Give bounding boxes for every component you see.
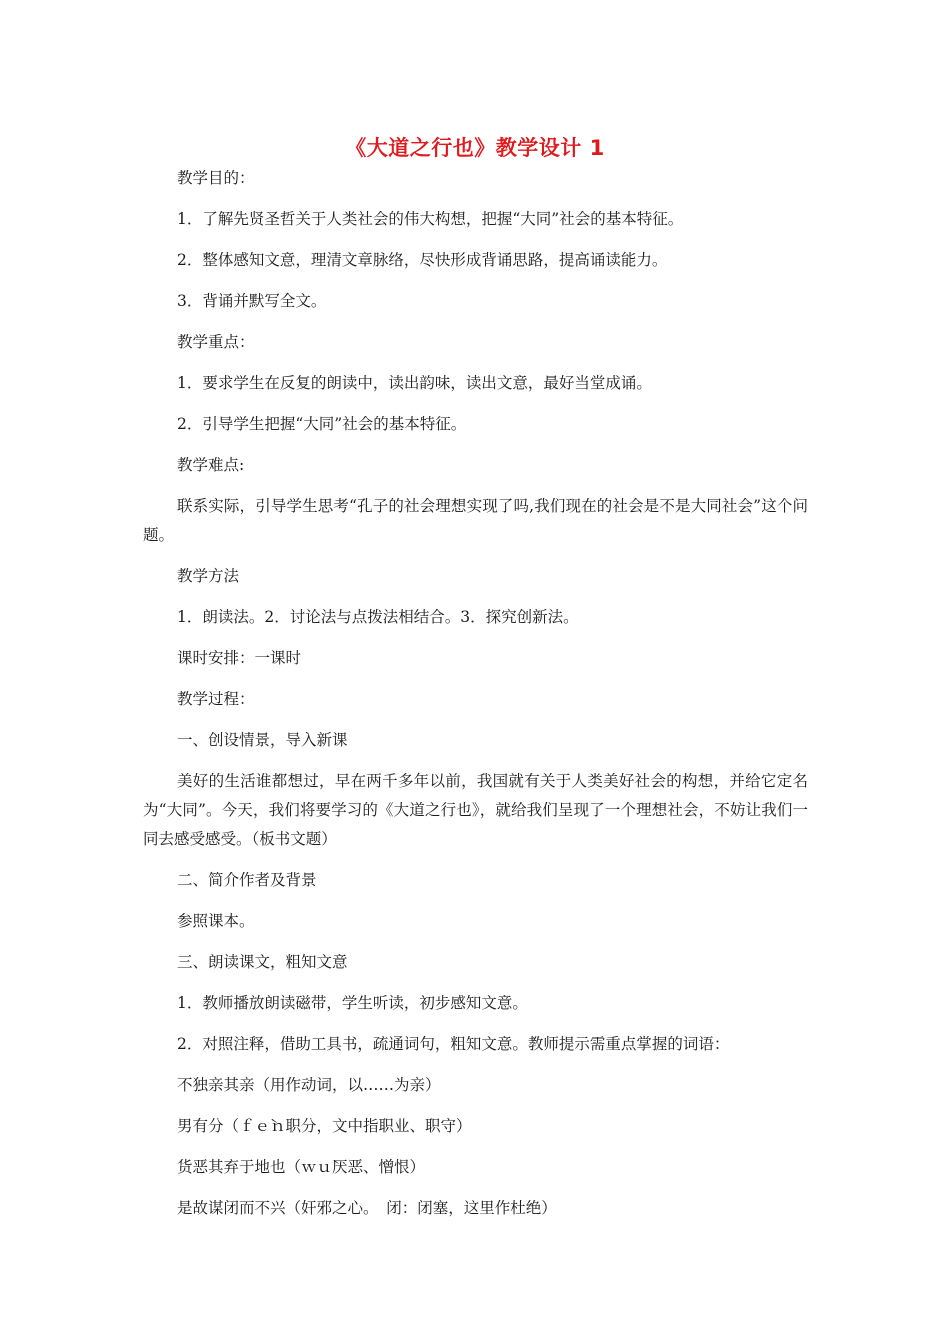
section-2-heading: 二、简介作者及背景 — [177, 871, 317, 889]
section-1-text: 美好的生活谁都想过，早在两千多年以前，我国就有关于人类美好社会的构想，并给它定名为“大同”。今天，我们将要学习的《大道之行也》，就给我们呈现了一个理想社会，不妨让我们一同去感受感受。（板书文题） — [143, 772, 808, 848]
objective-1: 1．了解先贤圣哲关于人类社会的伟大构想，把握“大同”社会的基本特征。 — [177, 210, 684, 228]
schedule-text: 课时安排：一课时 — [177, 649, 302, 667]
section-3-heading: 三、朗读课文，粗知文意 — [177, 953, 348, 971]
objective-2: 2．整体感知文意，理清文章脉络，尽快形成背诵思路，提高诵读能力。 — [177, 251, 668, 269]
methods-text: 1．朗读法。2．讨论法与点拨法相结合。3．探究创新法。 — [177, 608, 579, 626]
section-1-heading: 一、创设情景，导入新课 — [177, 731, 348, 749]
document-title: 《大道之行也》教学设计 1 — [345, 136, 605, 160]
vocab-4: 是故谋闭而不兴（奸邪之心。 闭：闭塞，这里作杜绝） — [177, 1199, 557, 1217]
key-point-2: 2．引导学生把握“大同”社会的基本特征。 — [177, 415, 467, 433]
section-3-item-1: 1．教师播放朗读磁带，学生听读，初步感知文意。 — [177, 994, 528, 1012]
document-body — [143, 164, 808, 1223]
heading-difficulties: 教学难点: — [177, 456, 245, 474]
section-3-item-2: 2．对照注释，借助工具书，疏通词句，粗知文意。教师提示需重点掌握的词语： — [177, 1035, 730, 1053]
vocab-2: 男有分（ｆｅ̀ｎ职分，文中指职业、职守） — [177, 1117, 472, 1135]
heading-methods: 教学方法 — [177, 567, 240, 585]
section-2-text: 参照课本。 — [177, 912, 255, 930]
difficulty-text: 联系实际，引导学生思考“孔子的社会理想实现了吗,我们现在的社会是不是大同社会”这个问题。 — [143, 497, 808, 544]
heading-key-points: 教学重点： — [177, 333, 255, 351]
objective-3: 3．背诵并默写全文。 — [177, 292, 327, 310]
vocab-1: 不独亲其亲（用作动词，以……为亲） — [177, 1076, 441, 1094]
key-point-1: 1．要求学生在反复的朗读中，读出韵味，读出文意，最好当堂成诵。 — [177, 374, 652, 392]
heading-process: 教学过程： — [177, 690, 255, 708]
vocab-3: 货恶其弃于地也（ｗｕ̀厌恶、憎恨） — [177, 1158, 426, 1176]
heading-objectives: 教学目的： — [177, 169, 255, 187]
